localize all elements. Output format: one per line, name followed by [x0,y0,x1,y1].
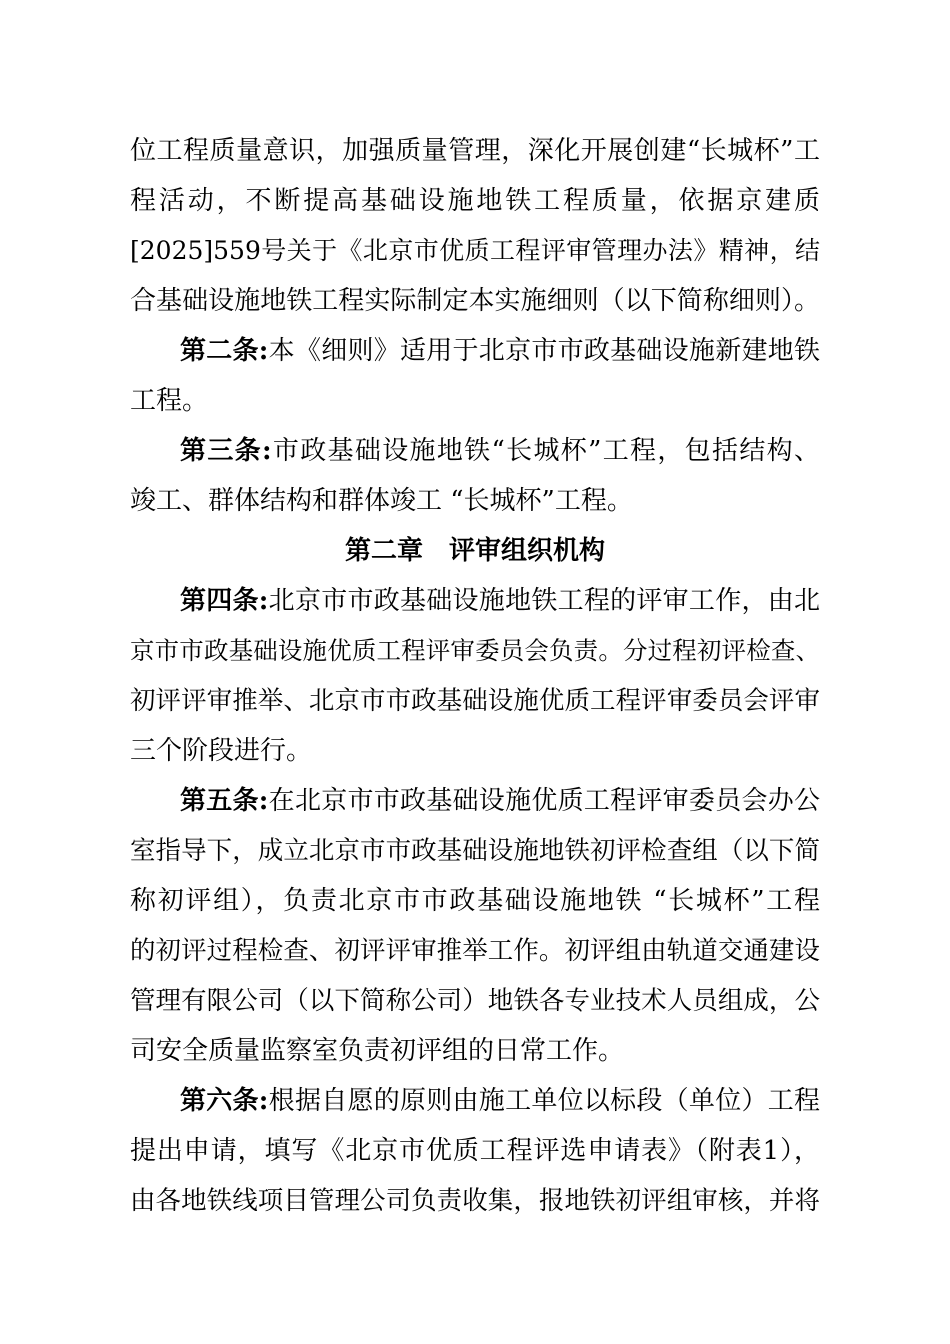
paragraph-line: 的初评过程检查、初评评审推举工作。初评组由轨道交通建设 [130,936,820,966]
article-5-line [180,781,820,821]
article-2-label: 第二条: [180,336,269,366]
article-6-line [180,1081,820,1121]
article-6-text: 根据自愿的原则由施工单位以标段（单位）工程 [268,1086,820,1116]
paragraph-line: 程活动，不断提高基础设施地铁工程质量，依据京建质 [130,186,820,216]
article-3-text: 市政基础设施地铁“长城杯”工程，包括结构、 [271,436,820,466]
article-2-text: 本《细则》适用于北京市市政基础设施新建地铁 [268,336,820,366]
paragraph-line: 工程。 [130,386,209,416]
chapter-heading: 第二章 评审组织机构 [344,536,605,566]
paragraph-line: 称初评组），负责北京市市政基础设施地铁 “长城杯”工程 [130,886,820,916]
article-4-line [180,581,820,621]
article-3-label: 第三条: [180,436,272,466]
article-2-line [180,331,820,371]
paragraph-line: 京市市政基础设施优质工程评审委员会负责。分过程初评检查、 [130,636,820,665]
paragraph-line: 合基础设施地铁工程实际制定本实施细则（以下简称细则）。 [130,286,820,316]
paragraph-line: 位工程质量意识，加强质量管理，深化开展创建“长城杯”工 [130,136,820,166]
article-4-text: 北京市市政基础设施地铁工程的评审工作，由北 [268,586,820,616]
paragraph-line: 提出申请，填写《北京市优质工程评选申请表》（附表1）， [130,1136,820,1166]
paragraph-line: 由各地铁线项目管理公司负责收集，报地铁初评组审核，并将 [130,1186,820,1216]
paragraph-line: 室指导下，成立北京市市政基础设施地铁初评检查组（以下简 [130,836,820,866]
paragraph-line: 三个阶段进行。 [130,736,313,766]
paragraph-line: 初评评审推举、北京市市政基础设施优质工程评审委员会评审 [130,686,820,716]
paragraph-line: 管理有限公司（以下简称公司）地铁各专业技术人员组成，公 [130,986,820,1016]
article-4-label: 第四条: [180,586,269,616]
paragraph-line: 司安全质量监察室负责初评组的日常工作。 [130,1036,625,1066]
article-5-text: 在北京市市政基础设施优质工程评审委员会办公 [268,786,820,816]
paragraph-line: [2025]559号关于《北京市优质工程评审管理办法》精神，结 [130,236,820,265]
paragraph-line: 竣工、群体结构和群体竣工 “长城杯”工程。 [130,486,633,516]
article-3-line [180,431,820,471]
article-5-label: 第五条: [180,786,269,816]
article-6-label: 第六条: [180,1086,269,1116]
